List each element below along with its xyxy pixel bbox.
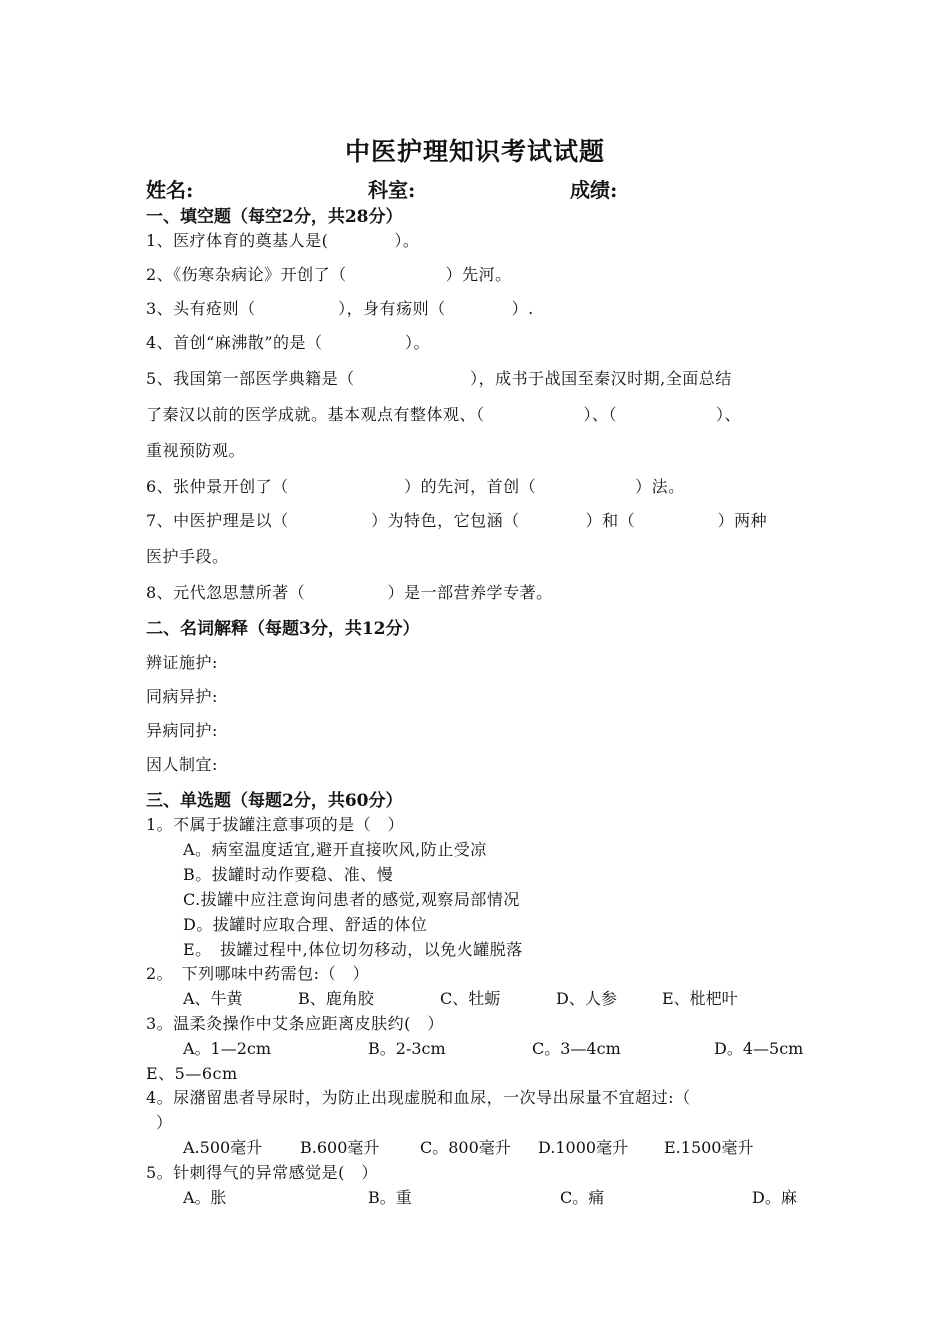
q3-option-b: B。2-3cm bbox=[368, 1039, 446, 1058]
q2-option-c: C、牡蛎 bbox=[440, 989, 501, 1008]
fill-question: 8、元代忽思慧所著（ ）是一部营养学专著。 bbox=[146, 583, 553, 602]
name-label: 姓名: bbox=[146, 178, 194, 202]
q1-option-a: A。病室温度适宜,避开直接吹风,防止受凉 bbox=[183, 840, 487, 859]
question-2: 2。 下列哪味中药需包:（ ） bbox=[146, 964, 370, 983]
term-item: 异病同护: bbox=[146, 721, 218, 740]
q4-option-b: B.600毫升 bbox=[300, 1138, 380, 1157]
section3-heading: 三、单选题（每题2分，共60分） bbox=[146, 791, 403, 811]
q2-option-e: E、枇杷叶 bbox=[662, 989, 738, 1008]
question-5: 5。针刺得气的异常感觉是( ） bbox=[146, 1163, 378, 1182]
fill-question-cont: 医护手段。 bbox=[146, 547, 229, 566]
question-3: 3。温柔灸操作中艾条应距离皮肤约( ） bbox=[146, 1014, 444, 1033]
fill-question: 2、《伤寒杂病论》开创了（ ）先河。 bbox=[146, 265, 512, 284]
term-item: 辨证施护: bbox=[146, 653, 218, 672]
page-title: 中医护理知识考试试题 bbox=[344, 137, 605, 166]
q4-option-e: E.1500毫升 bbox=[664, 1138, 754, 1157]
q4-option-a: A.500毫升 bbox=[183, 1138, 263, 1157]
q2-option-b: B、鹿角胶 bbox=[298, 989, 374, 1008]
q1-option-e: E。 拔罐过程中,体位切勿移动，以免火罐脱落 bbox=[183, 940, 523, 959]
q2-option-a: A、牛黄 bbox=[183, 989, 243, 1008]
fill-question-cont: 了秦汉以前的医学成就。基本观点有整体观、（ ）、（ ）、 bbox=[146, 405, 742, 424]
question-4-cont: ） bbox=[156, 1113, 173, 1132]
question-1: 1。不属于拔罐注意事项的是（ ） bbox=[146, 815, 405, 834]
q1-option-d: D。拔罐时应取合理、舒适的体位 bbox=[183, 915, 428, 934]
q4-option-d: D.1000毫升 bbox=[538, 1138, 629, 1157]
dept-label: 科室: bbox=[368, 178, 416, 202]
term-item: 同病异护: bbox=[146, 687, 218, 706]
term-item: 因人制宜: bbox=[146, 755, 218, 774]
q1-option-b: B。拔罐时动作要稳、准、慢 bbox=[183, 865, 394, 884]
fill-question: 1、医疗体育的奠基人是( ）。 bbox=[146, 231, 420, 250]
q3-option-e: E、5—6cm bbox=[146, 1064, 238, 1083]
fill-question: 4、首创“麻沸散”的是（ ）。 bbox=[146, 333, 431, 352]
fill-question-cont: 重视预防观。 bbox=[146, 441, 246, 460]
q5-option-a: A。胀 bbox=[183, 1188, 227, 1207]
q5-option-d: D。麻 bbox=[752, 1188, 797, 1207]
fill-question: 5、我国第一部医学典籍是（ ），成书于战国至秦汉时期,全面总结 bbox=[146, 369, 732, 388]
q3-option-d: D。4—5cm bbox=[714, 1039, 804, 1058]
q5-option-c: C。痛 bbox=[560, 1188, 605, 1207]
score-label: 成绩: bbox=[570, 178, 618, 202]
question-4: 4。尿潴留患者导尿时，为防止出现虚脱和血尿，一次导出尿量不宜超过:（ bbox=[146, 1088, 691, 1107]
section2-heading: 二、名词解释（每题3分，共12分） bbox=[146, 619, 420, 639]
section1-heading: 一、填空题（每空2分，共28分） bbox=[146, 207, 403, 227]
fill-question: 3、头有疮则（ ），身有疡则（ ）. bbox=[146, 299, 534, 318]
q3-option-c: C。3—4cm bbox=[532, 1039, 621, 1058]
q4-option-c: C。800毫升 bbox=[420, 1138, 511, 1157]
q1-option-c: C.拔罐中应注意询问患者的感觉,观察局部情况 bbox=[183, 890, 520, 909]
q3-option-a: A。1—2cm bbox=[183, 1039, 272, 1058]
fill-question: 6、张仲景开创了（ ）的先河，首创（ ）法。 bbox=[146, 477, 685, 496]
q5-option-b: B。重 bbox=[368, 1188, 412, 1207]
q2-option-d: D、人参 bbox=[556, 989, 617, 1008]
fill-question: 7、中医护理是以（ ）为特色，它包涵（ ）和（ ）两种 bbox=[146, 511, 768, 530]
